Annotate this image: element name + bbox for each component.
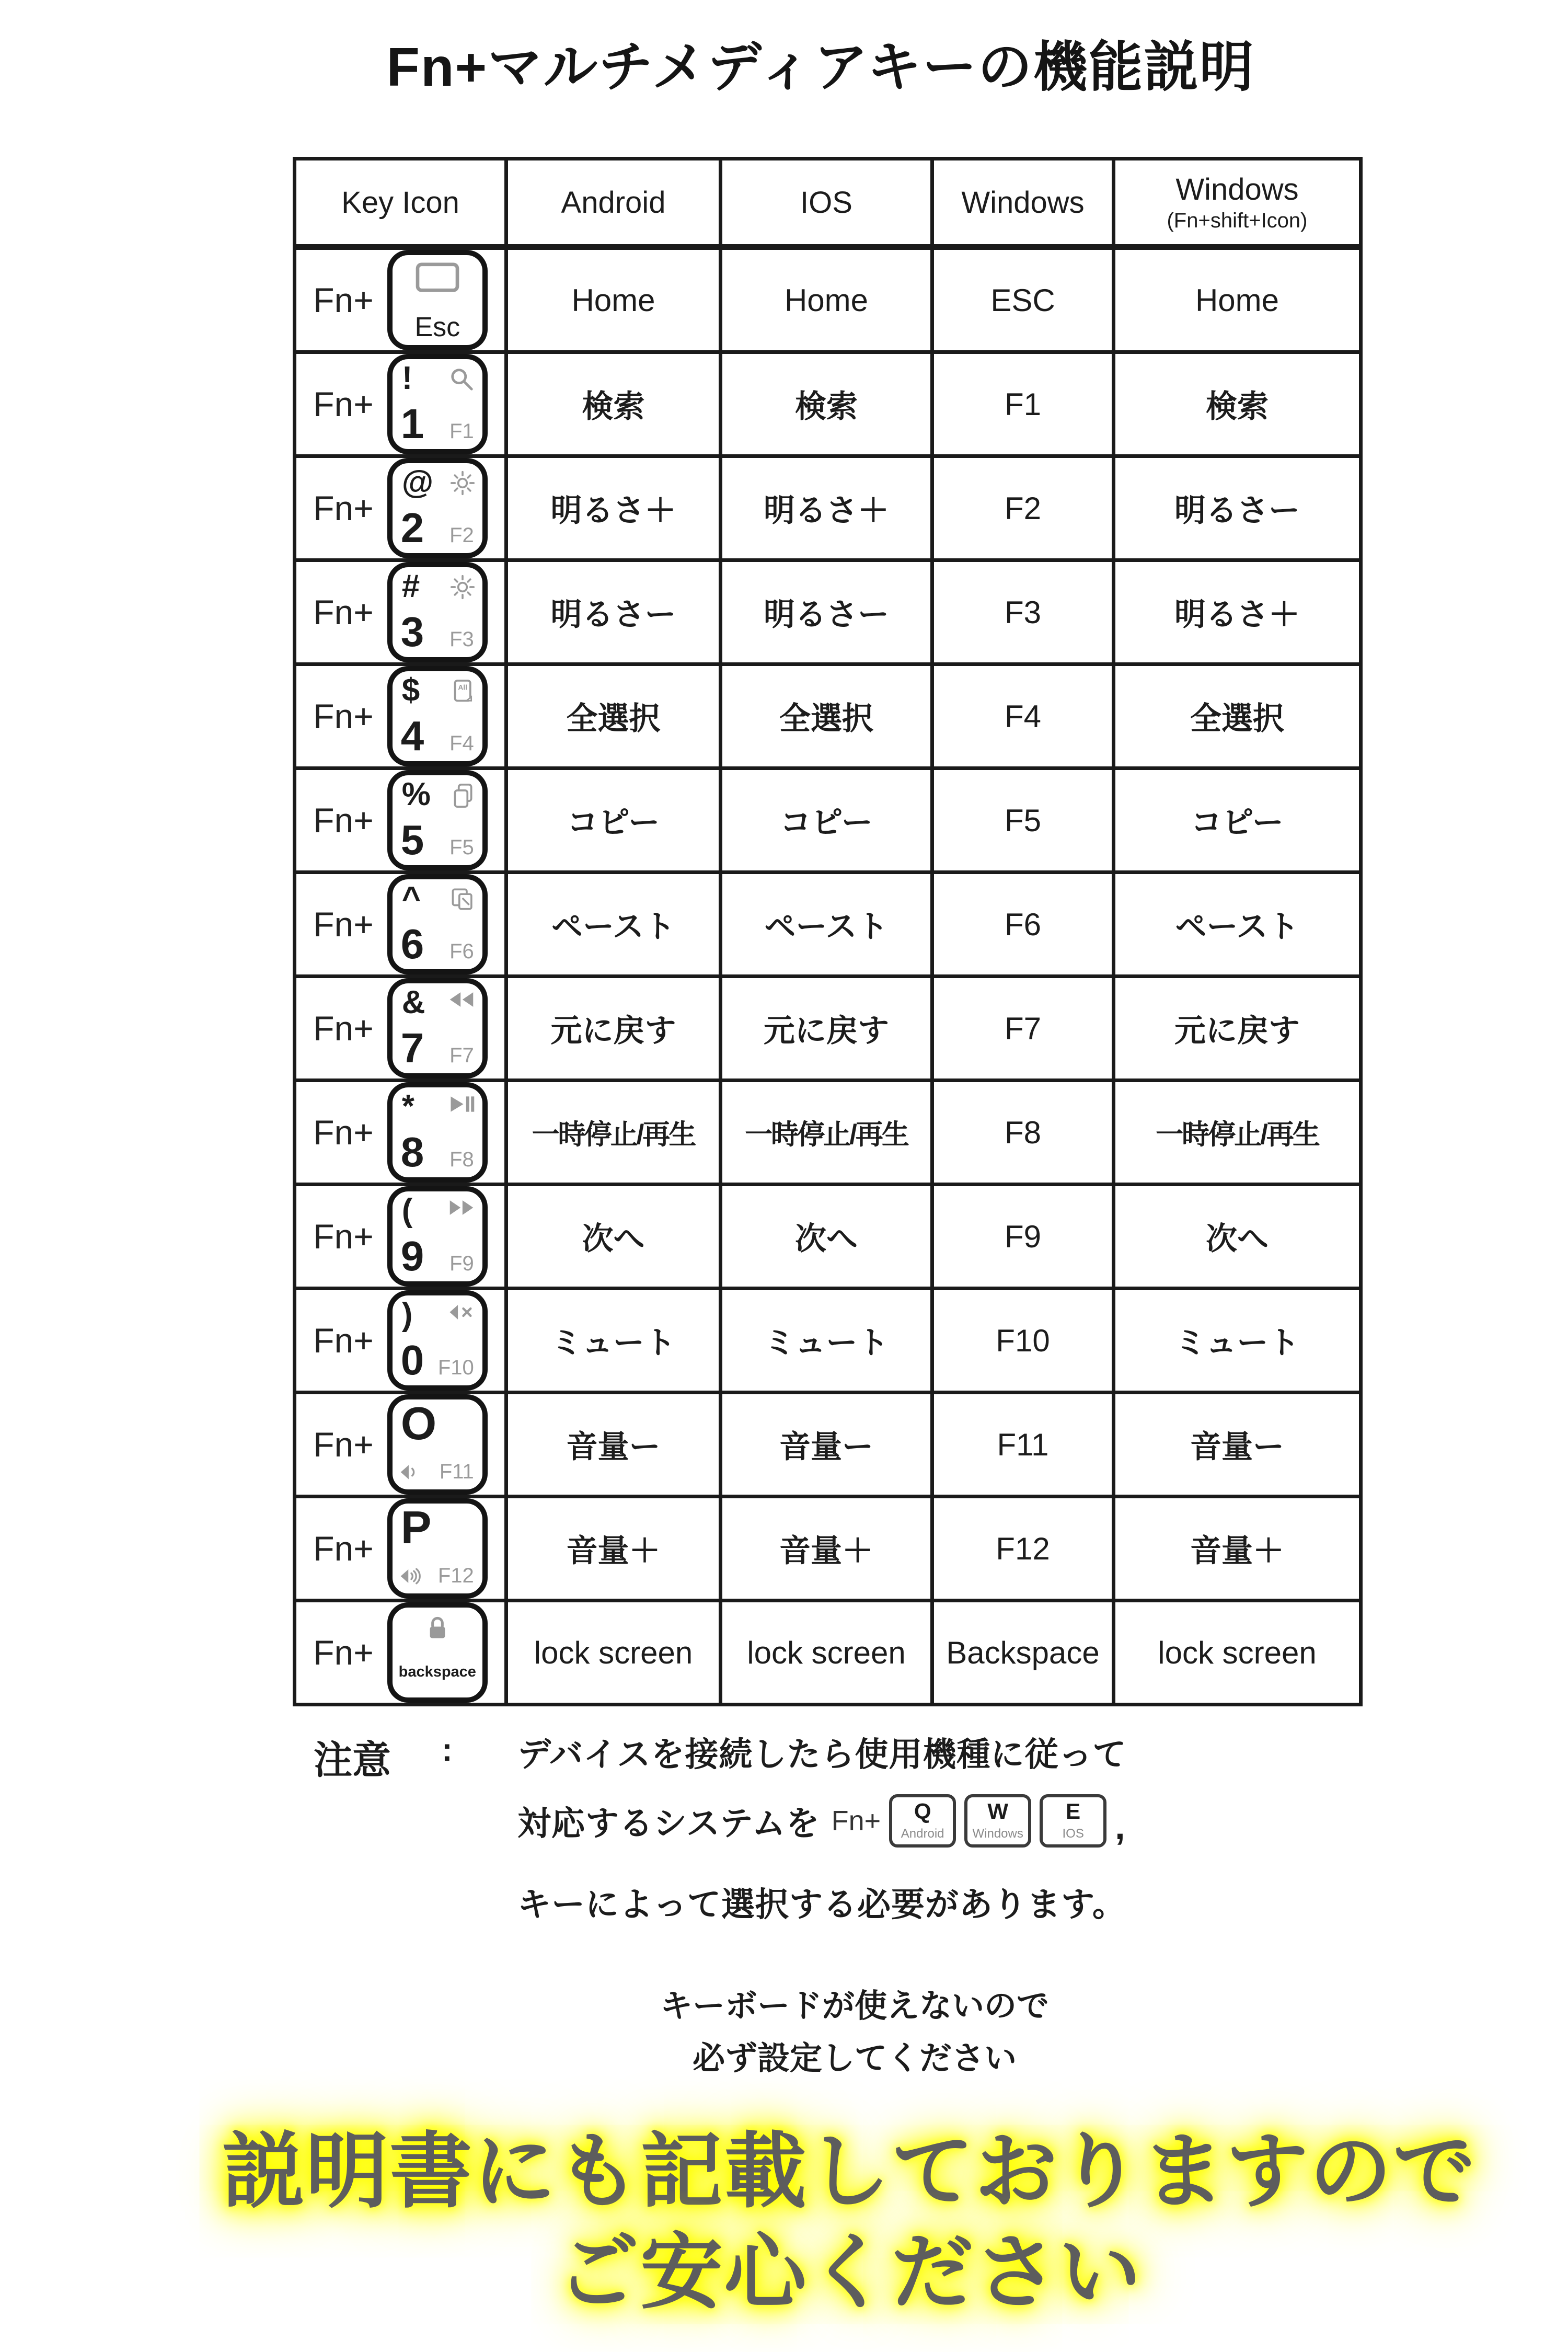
android-cell: 明るさー [506, 560, 721, 664]
header-key-icon: Key Icon [295, 159, 506, 247]
header-ios: IOS [721, 159, 932, 247]
copy-icon [451, 783, 475, 809]
table-row [295, 873, 1361, 977]
windows-cell: F6 [932, 873, 1114, 977]
windows-cell: F8 [932, 1081, 1114, 1185]
key-7-keycap: & 7 F7 [387, 978, 488, 1079]
note-label: 注意 [314, 1738, 391, 1782]
window-rect-icon [393, 262, 482, 292]
function-table [293, 157, 1363, 1706]
windows-cell: F5 [932, 768, 1114, 873]
table-row [295, 664, 1361, 768]
fn-plus-label: Fn+ [313, 1009, 374, 1048]
win-shift-cell: 音量＋ [1114, 1497, 1361, 1601]
svg-text:All: All [458, 683, 467, 692]
note-line-2-text: 対応するシステムを [517, 1805, 820, 1842]
android-cell: Home [506, 247, 721, 352]
android-cell: ペースト [506, 873, 721, 977]
win-shift-cell: Home [1114, 247, 1361, 352]
windows-cell: F11 [932, 1393, 1114, 1497]
windows-cell: F1 [932, 352, 1114, 456]
win-shift-cell: 音量ー [1114, 1393, 1361, 1497]
android-cell: 検索 [506, 352, 721, 456]
note-line-1: デバイスを接続したら使用機種に従って [517, 1736, 1127, 1773]
ios-cell: 検索 [721, 352, 932, 456]
win-shift-cell: ミュート [1114, 1289, 1361, 1393]
win-shift-cell: 元に戻す [1114, 977, 1361, 1081]
fn-plus-label: Fn+ [313, 281, 374, 319]
fn-plus-label: Fn+ [313, 1529, 374, 1568]
table-header-row [295, 159, 1361, 247]
android-cell: 音量ー [506, 1393, 721, 1497]
note-line-2 [517, 1794, 1125, 1848]
win-shift-cell: 次へ [1114, 1185, 1361, 1289]
note-line-3: キーによって選択する必要があります。 [517, 1886, 1126, 1923]
key-6-keycap: ^ 6 F6 [387, 874, 488, 974]
android-cell: ミュート [506, 1289, 721, 1393]
ios-cell: Home [721, 247, 932, 352]
warning-line-1: キーボードが使えないので [660, 1988, 1049, 2024]
volume-up-icon [400, 1566, 427, 1586]
android-cell: 一時停止/再生 [506, 1081, 721, 1185]
key-p-keycap: P F12 [387, 1498, 488, 1599]
fn-plus-label: Fn+ [313, 905, 374, 944]
table-row [295, 977, 1361, 1081]
fn-plus-label: Fn+ [313, 385, 374, 423]
brightness-icon [450, 575, 475, 600]
warning-text [141, 1980, 1568, 2085]
key-q-keycap: Q Android [889, 1794, 956, 1848]
windows-cell: F7 [932, 977, 1114, 1081]
ios-cell: 一時停止/再生 [721, 1081, 932, 1185]
ios-cell: コピー [721, 768, 932, 873]
footer-line-1: 説明書にも記載しておりますので [222, 2126, 1477, 2218]
search-icon [449, 366, 475, 393]
windows-cell: F10 [932, 1289, 1114, 1393]
note-colon: : [442, 1732, 453, 1768]
win-shift-cell: コピー [1114, 768, 1361, 873]
windows-cell: F9 [932, 1185, 1114, 1289]
ios-cell: 音量ー [721, 1393, 932, 1497]
windows-cell: ESC [932, 247, 1114, 352]
key-4-keycap: $ All 4 F4 [387, 666, 488, 766]
brightness-icon [450, 471, 475, 496]
table-row [295, 456, 1361, 560]
table-row [295, 1601, 1361, 1705]
ios-cell: ペースト [721, 873, 932, 977]
win-shift-cell: 一時停止/再生 [1114, 1081, 1361, 1185]
key-5-keycap: % 5 F5 [387, 770, 488, 870]
key-0-keycap: ) 0 F10 [387, 1290, 488, 1391]
header-windows-shift: Windows (Fn+shift+Icon) [1114, 159, 1361, 247]
win-shift-cell: 全選択 [1114, 664, 1361, 768]
fn-plus-label: Fn+ [313, 801, 374, 840]
android-cell: 元に戻す [506, 977, 721, 1081]
key-9-keycap: ( 9 F9 [387, 1186, 488, 1287]
header-android: Android [506, 159, 721, 247]
table-row [295, 1289, 1361, 1393]
page-title: Fn+マルチメディアキーの機能説明 [386, 37, 1255, 98]
fn-plus-label: Fn+ [313, 489, 374, 527]
key-o-keycap: O F11 [387, 1394, 488, 1495]
header-windows: Windows [932, 159, 1114, 247]
note-comma: , [1115, 1806, 1125, 1847]
ios-cell: 明るさー [721, 560, 932, 664]
windows-cell: F2 [932, 456, 1114, 560]
android-cell: コピー [506, 768, 721, 873]
ios-cell: 次へ [721, 1185, 932, 1289]
fn-plus-label: Fn+ [313, 1217, 374, 1256]
win-shift-cell: 明るさー [1114, 456, 1361, 560]
ios-cell: lock screen [721, 1601, 932, 1705]
table-row [295, 1393, 1361, 1497]
footer-highlight-text [131, 2121, 1568, 2323]
select-all-icon [452, 679, 475, 705]
next-track-icon [448, 1199, 475, 1217]
table-row [295, 1497, 1361, 1601]
win-shift-cell: lock screen [1114, 1601, 1361, 1705]
table-row [295, 768, 1361, 873]
table-row [295, 352, 1361, 456]
ios-cell: 元に戻す [721, 977, 932, 1081]
android-cell: lock screen [506, 1601, 721, 1705]
fn-plus-label: Fn+ [313, 593, 374, 632]
key-2-keycap: @ 2 F2 [387, 458, 488, 558]
key-1-keycap: ! 1 F1 [387, 354, 488, 454]
table-row [295, 560, 1361, 664]
fn-plus-label: Fn+ [313, 697, 374, 736]
windows-cell: F3 [932, 560, 1114, 664]
table-row [295, 1081, 1361, 1185]
volume-down-icon [400, 1462, 423, 1482]
windows-cell: F12 [932, 1497, 1114, 1601]
fn-plus-label: Fn+ [313, 1321, 374, 1360]
backspace-keycap: backspace [387, 1602, 488, 1703]
lock-icon [393, 1615, 482, 1641]
key-3-keycap: # 3 F3 [387, 562, 488, 662]
footer-line-2: ご安心ください [557, 2226, 1142, 2319]
win-shift-cell: 検索 [1114, 352, 1361, 456]
esc-keycap: Esc [387, 250, 488, 350]
table-row [295, 1185, 1361, 1289]
fn-plus-label: Fn+ [313, 1633, 374, 1672]
android-cell: 音量＋ [506, 1497, 721, 1601]
key-8-keycap: * 8 F8 [387, 1082, 488, 1183]
ios-cell: 明るさ＋ [721, 456, 932, 560]
key-e-keycap: E IOS [1040, 1794, 1106, 1848]
windows-cell: Backspace [932, 1601, 1114, 1705]
win-shift-cell: 明るさ＋ [1114, 560, 1361, 664]
warning-line-2: 必ず設定してください [692, 2040, 1017, 2077]
key-w-keycap: W Windows [964, 1794, 1031, 1848]
rewind-icon [448, 991, 475, 1008]
table-row [295, 247, 1361, 352]
fn-plus-label: Fn+ [831, 1805, 881, 1837]
win-shift-cell: ペースト [1114, 873, 1361, 977]
windows-cell: F4 [932, 664, 1114, 768]
ios-cell: ミュート [721, 1289, 932, 1393]
fn-plus-label: Fn+ [313, 1113, 374, 1152]
android-cell: 全選択 [506, 664, 721, 768]
fn-plus-label: Fn+ [313, 1425, 374, 1464]
ios-cell: 全選択 [721, 664, 932, 768]
ios-cell: 音量＋ [721, 1497, 932, 1601]
play-pause-icon [449, 1095, 475, 1114]
android-cell: 次へ [506, 1185, 721, 1289]
mute-icon [448, 1303, 475, 1322]
android-cell: 明るさ＋ [506, 456, 721, 560]
paste-icon [450, 887, 475, 912]
